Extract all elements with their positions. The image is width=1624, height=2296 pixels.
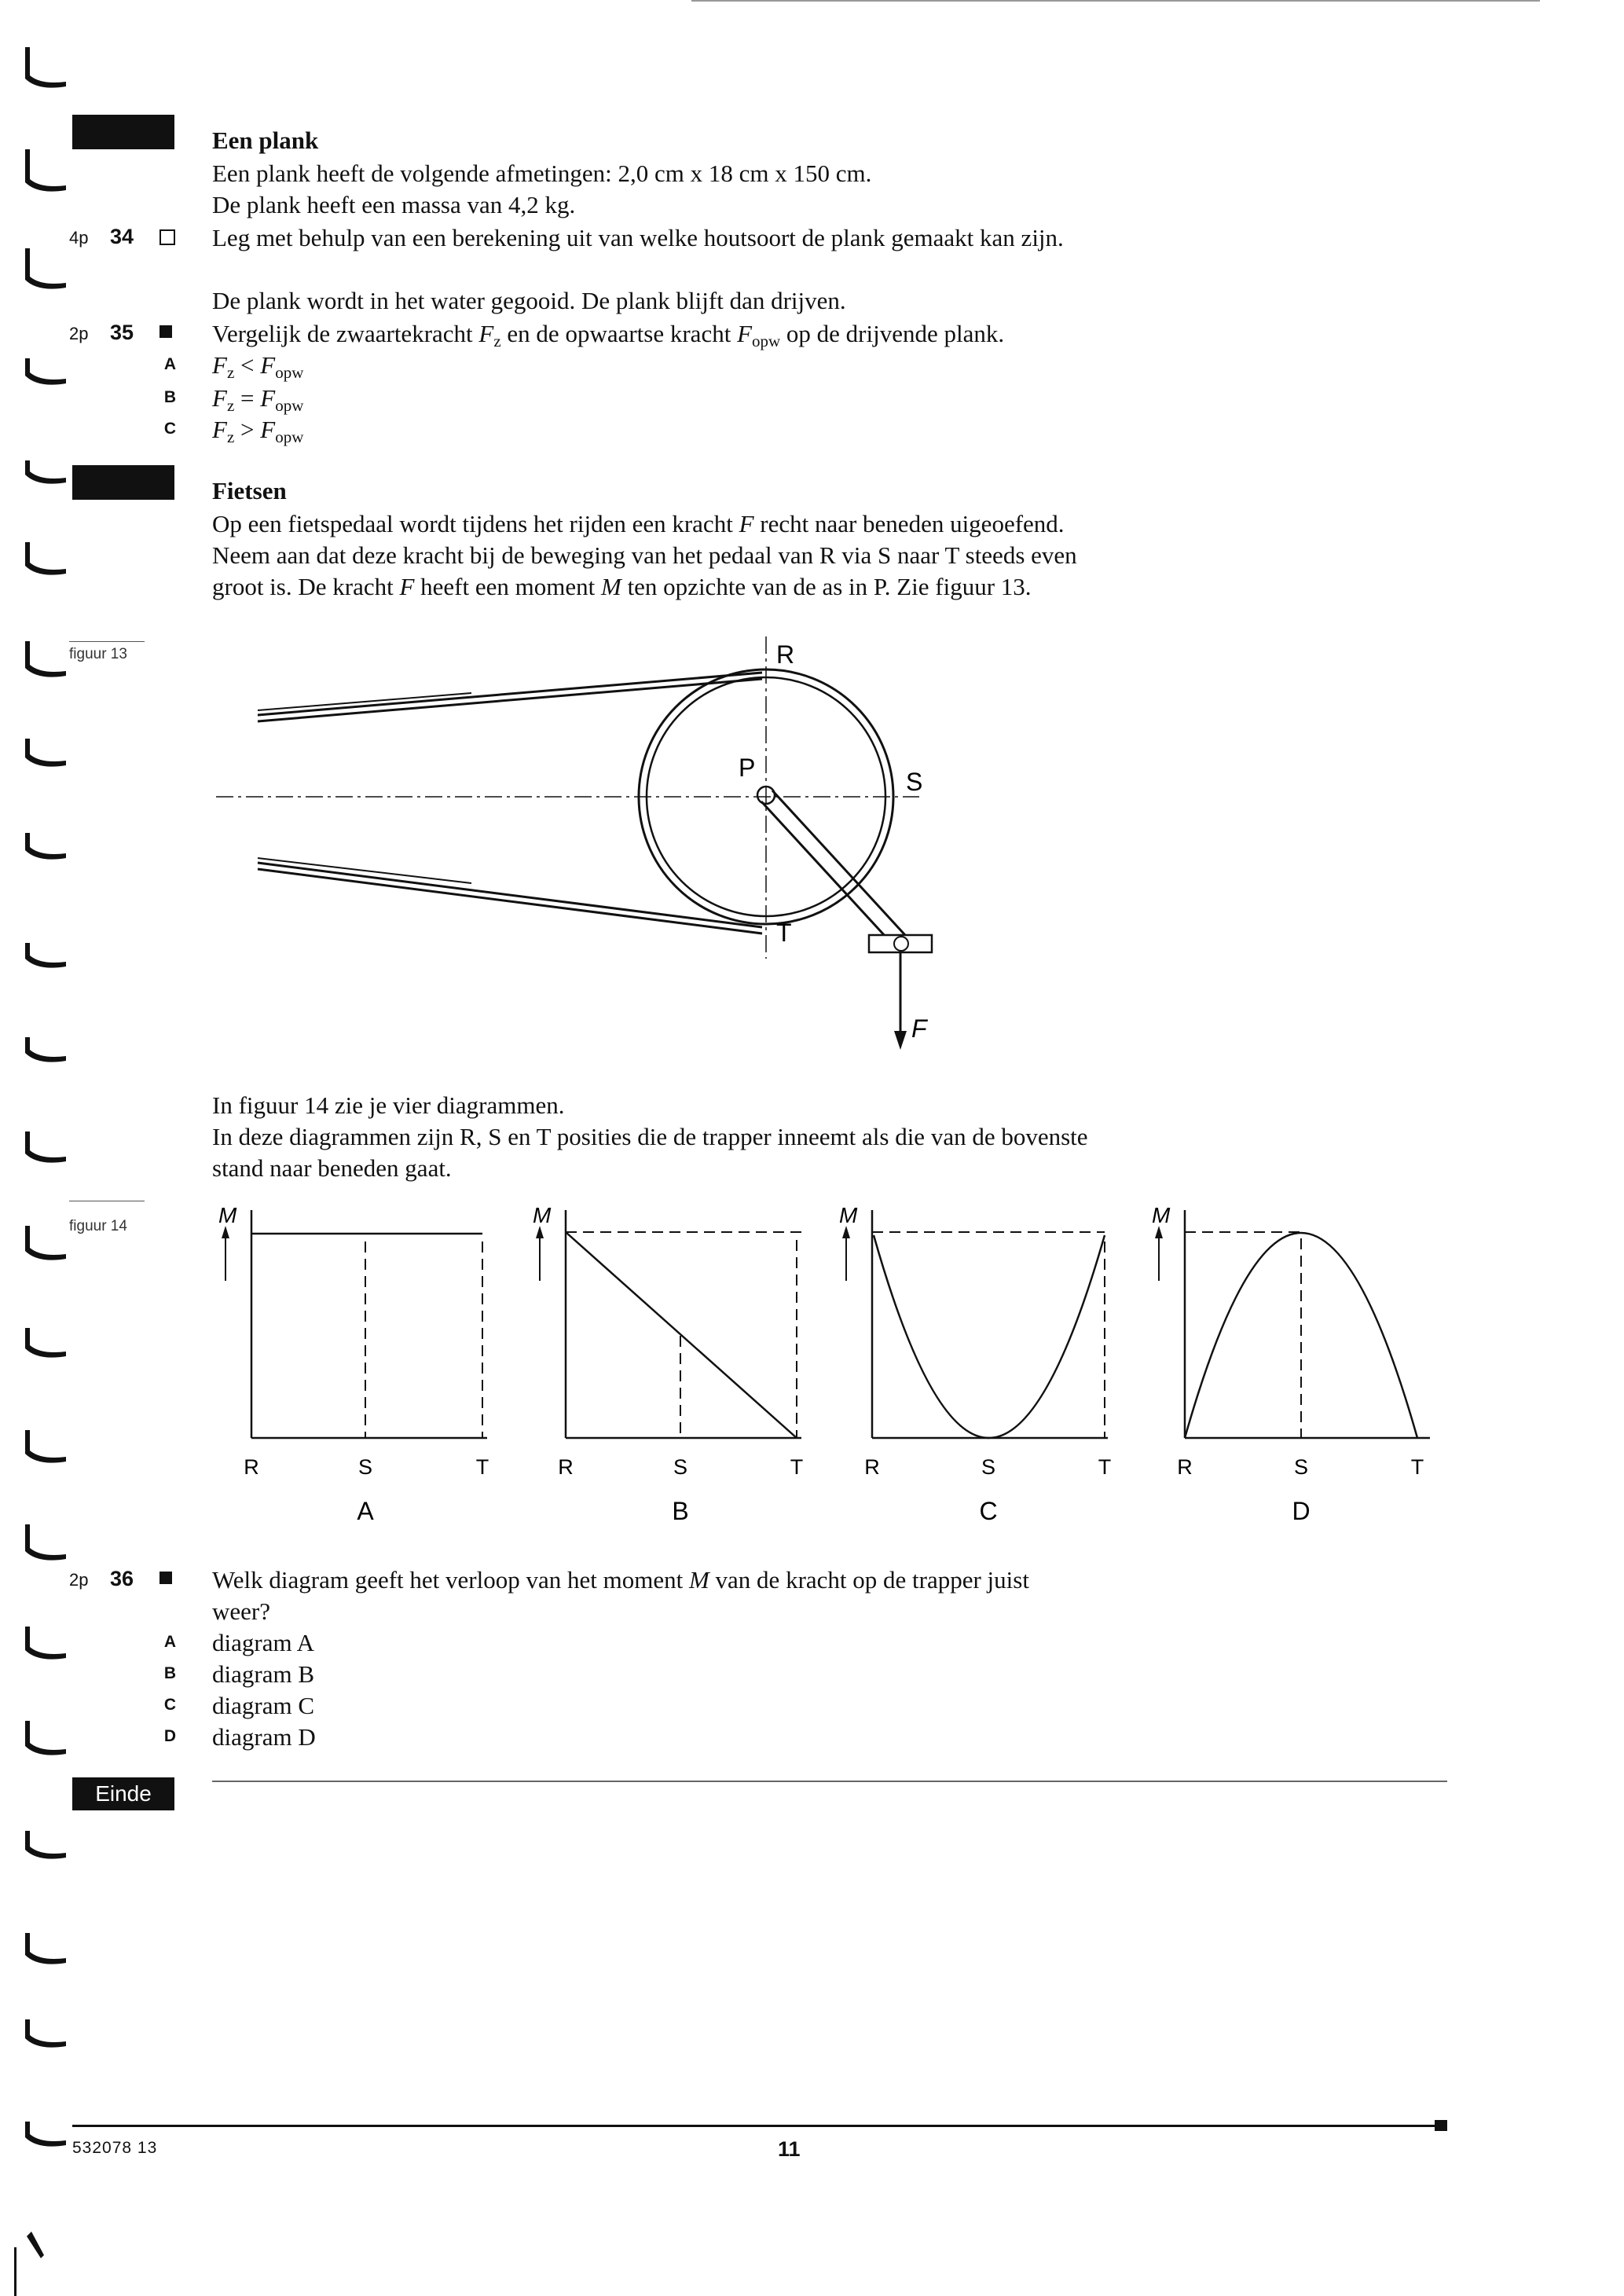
diagram-a-title: A: [357, 1497, 374, 1524]
q35-text: Vergelijk de zwaartekracht $F_z$ en de opwaartse kracht $F_{opw}$ op de drijvende plank.: [212, 320, 1005, 350]
fig13-label-S: S: [906, 768, 923, 796]
diagram-a-tick-s: S: [357, 1455, 373, 1479]
diagram-b-tick-t: T: [790, 1455, 804, 1479]
diagram-a-tick-r: R: [244, 1455, 259, 1479]
diagram-c-tick-t: T: [1098, 1455, 1112, 1479]
page-number: 11: [778, 2137, 801, 2161]
q36-option-b[interactable]: diagram B: [212, 1660, 314, 1688]
binding-marks: [0, 0, 94, 2296]
figure14-diagrams: [204, 1194, 1461, 1524]
diagram-b-tick-r: R: [558, 1455, 574, 1479]
q35-number: 35: [110, 321, 134, 344]
footer-rule: [72, 2125, 1447, 2127]
diagram-b-title: B: [672, 1497, 689, 1524]
q36-option-a[interactable]: diagram A: [212, 1629, 314, 1656]
intro14-line-2: In deze diagrammen zijn R, S en T posities die de trapper inneemt als die van de bovenste: [212, 1123, 1088, 1150]
q34-points: 4p: [69, 228, 89, 248]
pedal: [869, 935, 932, 952]
q36-marker: [159, 1572, 172, 1588]
diagram-a: [251, 1210, 487, 1438]
top-rule: [691, 0, 1540, 2]
q36-option-a-letter[interactable]: A: [163, 1633, 176, 1651]
section-title-bike: Fietsen: [212, 477, 287, 504]
footer-rule-end: [1435, 2120, 1447, 2131]
diagram-d-tick-r: R: [1177, 1455, 1193, 1479]
q36-text-line-2: weer?: [212, 1597, 270, 1625]
q35-points: 2p: [69, 324, 89, 343]
diagram-d: [1185, 1210, 1430, 1438]
footer-code: 532078 13: [72, 2139, 158, 2157]
q36-option-b-letter[interactable]: B: [163, 1664, 176, 1682]
fig13-label-T: T: [776, 919, 792, 947]
plank-water-text: De plank wordt in het water gegooid. De plank blijft dan drijven.: [212, 287, 846, 314]
end-label: Einde: [72, 1777, 174, 1810]
q36-option-d[interactable]: diagram D: [212, 1723, 316, 1751]
diagram-d-tick-s: S: [1293, 1455, 1309, 1479]
end-rule: [212, 1781, 1447, 1782]
figure14-label: figuur 14: [69, 1218, 127, 1234]
q35-option-b[interactable]: $F_z = F_{opw}$: [212, 384, 304, 415]
q36-option-c[interactable]: diagram C: [212, 1692, 314, 1719]
fig13-label-R: R: [776, 640, 795, 669]
bike-line-2: Neem aan dat deze kracht bij de beweging van het pedaal van R via S naar T steeds even: [212, 541, 1077, 569]
q35-option-c-letter[interactable]: C: [163, 420, 176, 438]
diagram-d-title: D: [1292, 1497, 1311, 1524]
diagram-c-tick-r: R: [864, 1455, 880, 1479]
plank-line-1: Een plank heeft de volgende afmetingen: 2,0 cm x 18 cm x 150 cm.: [212, 160, 872, 187]
bike-line-3: groot is. De kracht F heeft een moment M ten opzichte van de as in P. Zie figuur 13.: [212, 573, 1032, 600]
q36-option-d-letter[interactable]: D: [163, 1727, 176, 1745]
bike-line-1: Op een fietspedaal wordt tijdens het rijden een kracht F recht naar beneden uigeoefend.: [212, 510, 1065, 537]
q36-option-c-letter[interactable]: C: [163, 1696, 176, 1714]
q36-text: Welk diagram geeft het verloop van het moment M van de kracht op de trapper juist: [212, 1566, 1029, 1594]
diagram-c-ylabel: M: [839, 1203, 858, 1227]
diagram-c-title: C: [979, 1497, 998, 1524]
q36-number: 36: [110, 1567, 134, 1590]
q34-checkbox[interactable]: [159, 229, 175, 249]
intro14-line-3: stand naar beneden gaat.: [212, 1154, 452, 1182]
q34-number: 34: [110, 225, 134, 248]
intro14-line-1: In figuur 14 zie je vier diagrammen.: [212, 1091, 565, 1119]
section-marker-bike: [72, 465, 174, 500]
diagram-b-tick-s: S: [673, 1455, 688, 1479]
figure13-drawing: [204, 629, 959, 1069]
q35-option-a[interactable]: $F_z < F_{opw}$: [212, 351, 304, 382]
q35-option-c[interactable]: $F_z > F_{opw}$: [212, 416, 304, 446]
diagram-c: [872, 1210, 1108, 1438]
diagram-c-tick-s: S: [981, 1455, 996, 1479]
section-marker-plank: [72, 115, 174, 149]
section-title-plank: Een plank: [212, 127, 319, 154]
fig13-label-P: P: [739, 754, 756, 782]
q35-option-b-letter[interactable]: B: [163, 388, 176, 406]
diagram-d-ylabel: M: [1152, 1203, 1171, 1227]
diagram-d-tick-t: T: [1410, 1455, 1424, 1479]
q35-option-a-letter[interactable]: A: [163, 355, 176, 373]
figure13-rule: [69, 641, 145, 642]
q36-points: 2p: [69, 1570, 89, 1590]
q35-marker: [159, 325, 172, 342]
figure13-label: figuur 13: [69, 646, 127, 662]
diagram-b-ylabel: M: [533, 1203, 552, 1227]
diagram-b: [566, 1210, 801, 1438]
fig13-label-F: F: [911, 1014, 927, 1043]
q34-text: Leg met behulp van een berekening uit van welke houtsoort de plank gemaakt kan zijn.: [212, 224, 1064, 251]
plank-line-2: De plank heeft een massa van 4,2 kg.: [212, 191, 576, 218]
diagram-a-tick-t: T: [475, 1455, 489, 1479]
diagram-a-ylabel: M: [218, 1203, 237, 1227]
force-arrowhead: [894, 1031, 907, 1050]
